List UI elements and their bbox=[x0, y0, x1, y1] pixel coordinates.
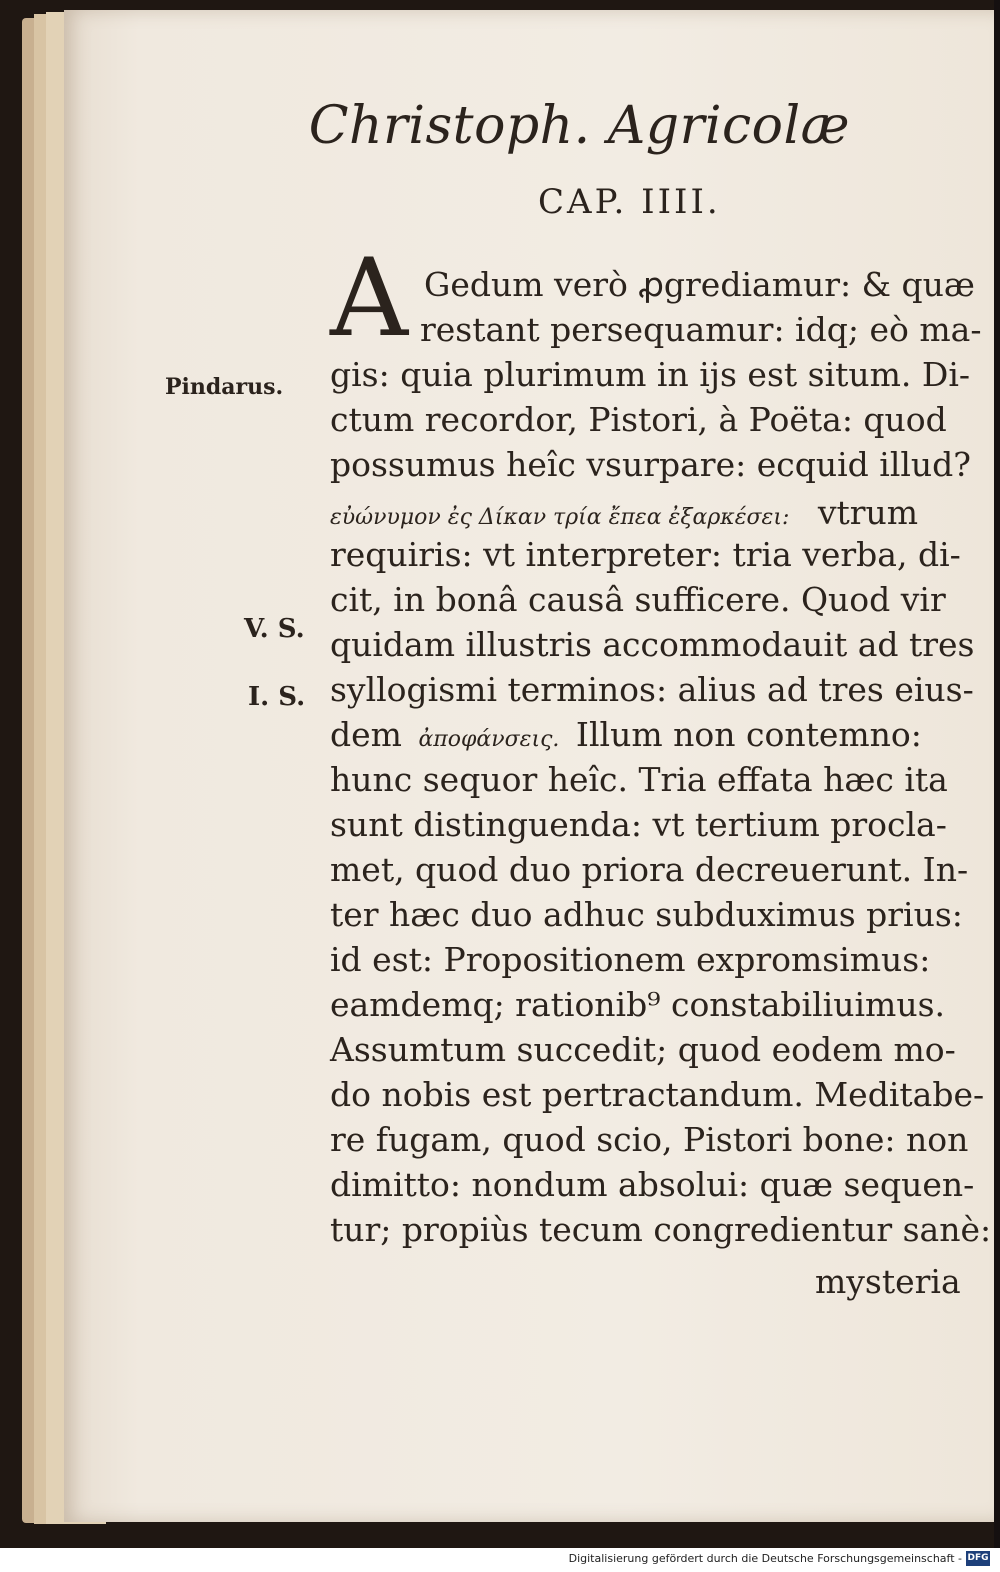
text-line: dimitto: nondum absolui: quæ sequen- bbox=[330, 1165, 975, 1204]
chapter-heading: CAP. IIII. bbox=[538, 182, 721, 222]
text-line: sunt distinguenda: vt tertium procla- bbox=[330, 805, 947, 844]
drop-cap: A bbox=[330, 236, 408, 361]
margin-note-pindarus: Pindarus. bbox=[165, 374, 284, 400]
text-line: eamdemq; rationib⁹ constabiliuimus. bbox=[330, 985, 945, 1024]
margin-note-vs: V. S. bbox=[244, 614, 305, 644]
text-line: requiris: vt interpreter: tria verba, di- bbox=[330, 535, 961, 574]
greek-quotation: εὐώνυμον ἐς Δίκαν τρία ἔπεα ἐξαρκέσει: bbox=[330, 505, 790, 530]
text-line: ter hæc duo adhuc subduximus prius: bbox=[330, 895, 963, 934]
text-fragment: vtrum bbox=[817, 493, 919, 532]
text-line: syllogismi terminos: alius ad tres eius- bbox=[330, 670, 974, 709]
digitization-credit: Digitalisierung gefördert durch die Deutsche Forschungsgemeinschaft - bbox=[568, 1552, 962, 1565]
text-line: Gedum verò ꝓgrediamur: & quæ bbox=[424, 265, 975, 304]
dfg-logo: DFG bbox=[966, 1551, 990, 1566]
text-line bbox=[330, 493, 919, 532]
text-line: id est: Propositionem expromsimus: bbox=[330, 940, 931, 979]
text-line: quidam illustris accommodauit ad tres bbox=[330, 625, 975, 664]
text-line bbox=[330, 715, 922, 754]
text-line: tur; propiùs tecum congredientur sanè: bbox=[330, 1210, 992, 1249]
text-line: restant persequamur: idq; eò ma- bbox=[420, 310, 982, 349]
catchword: mysteria bbox=[815, 1262, 961, 1301]
text-line: ctum recordor, Pistori, à Poëta: quod bbox=[330, 400, 947, 439]
text-line: re fugam, quod scio, Pistori bone: non bbox=[330, 1120, 969, 1159]
text-fragment: Illum non contemno: bbox=[575, 715, 922, 754]
greek-term: ἀποφάνσεις. bbox=[418, 727, 560, 752]
text-line: met, quod duo priora decreuerunt. In- bbox=[330, 850, 969, 889]
text-fragment: dem bbox=[330, 715, 402, 754]
running-head: Christoph. Agricolæ bbox=[308, 96, 850, 156]
text-line: possumus heîc vsurpare: ecquid illud? bbox=[330, 445, 972, 484]
margin-note-is: I. S. bbox=[248, 682, 306, 712]
text-line: hunc sequor heîc. Tria effata hæc ita bbox=[330, 760, 948, 799]
text-line: gis: quia plurimum in ijs est situm. Di- bbox=[330, 355, 971, 394]
text-line: Assumtum succedit; quod eodem mo- bbox=[330, 1030, 956, 1069]
scan-border bbox=[994, 0, 1000, 1572]
text-line: cit, in bonâ causâ sufficere. Quod vir bbox=[330, 580, 946, 619]
text-line: do nobis est pertractandum. Meditabe- bbox=[330, 1075, 985, 1114]
